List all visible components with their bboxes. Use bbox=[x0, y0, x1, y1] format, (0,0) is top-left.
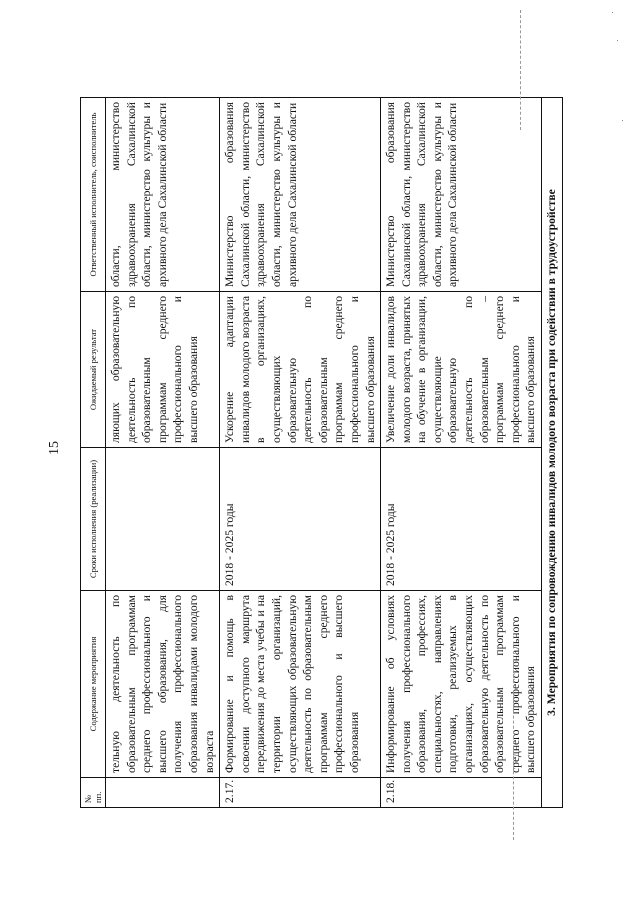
table-row bbox=[106, 98, 220, 808]
row-responsible: Министерство образования Сахалинской области, министерство здравоохранения Сахалинской области, министерство культуры и архивного дела Сахалинской области bbox=[381, 98, 542, 292]
row-content: тельную деятельность по образовательным программам среднего профессионального и высшего образования, для получения профессионального образования инвалидами молодого возраста bbox=[106, 591, 220, 778]
table-row bbox=[381, 98, 542, 808]
row-deadline bbox=[106, 448, 220, 591]
row-result: Ускорение адаптации инвалидов молодого возраста в организациях, осуществляющих образовательную деятельность по образовательным программам среднего профессионального и высшего образования bbox=[220, 292, 381, 448]
scan-speck bbox=[617, 40, 618, 41]
header-responsible: Ответственный исполнитель, соисполнитель bbox=[81, 98, 106, 292]
page-number: 15 bbox=[47, 441, 62, 455]
rotated-table-container bbox=[80, 98, 570, 808]
row-num: 2.18. bbox=[381, 778, 542, 808]
row-content: Формирование и помощь в освоении доступного маршрута передвижения до места учебы и на территории организаций, осуществляющих образовательную деятельность по образовательным программам среднего профессионального и высшего образования bbox=[220, 591, 381, 778]
row-deadline: 2018 - 2025 годы bbox=[220, 448, 381, 591]
section-heading-row bbox=[542, 98, 563, 808]
scan-speck bbox=[612, 12, 613, 13]
scan-edge-line bbox=[520, 10, 521, 130]
row-responsible: области, министерство здравоохранения Сахалинской области, министерство культуры и архивного дела Сахалинской области bbox=[106, 98, 220, 292]
row-result: ляющих образовательную деятельность по образовательным программам среднего профессионального и высшего образования bbox=[106, 292, 220, 448]
row-deadline: 2018 - 2025 годы bbox=[381, 448, 542, 591]
scan-edge-line bbox=[513, 660, 514, 840]
header-num: № пп. bbox=[81, 778, 106, 808]
section-heading: 3. Мероприятия по сопровождению инвалидов молодого возраста при содействии в трудоустройстве bbox=[542, 98, 563, 808]
row-num bbox=[106, 778, 220, 808]
row-result: Увеличение доли инвалидов молодого возраста, принятых на обучение в организации, осуществляющие образовательную деятельность по образовательным – программам среднего профессионального и высшего образования bbox=[381, 292, 542, 448]
table-row bbox=[220, 98, 381, 808]
header-deadline: Сроки исполнения (реализации) bbox=[81, 448, 106, 591]
scan-speck bbox=[622, 120, 623, 121]
table-header-row bbox=[81, 98, 106, 808]
header-result: Ожидаемый результат bbox=[81, 292, 106, 448]
row-responsible: Министерство образования Сахалинской области, министерство здравоохранения Сахалинской области, министерство культуры и архивного дела Сахалинской области bbox=[220, 98, 381, 292]
row-content: Информирование об условиях получения профессионального образования, профессиях, специальностях, направлениях подготовки, реализуемых в организациях, осуществляющих образовательную деятельность по образовательным программам среднего профессионального и высшего образования bbox=[381, 591, 542, 778]
header-content: Содержание мероприятия bbox=[81, 591, 106, 778]
row-num: 2.17. bbox=[220, 778, 381, 808]
activities-table bbox=[80, 97, 563, 808]
